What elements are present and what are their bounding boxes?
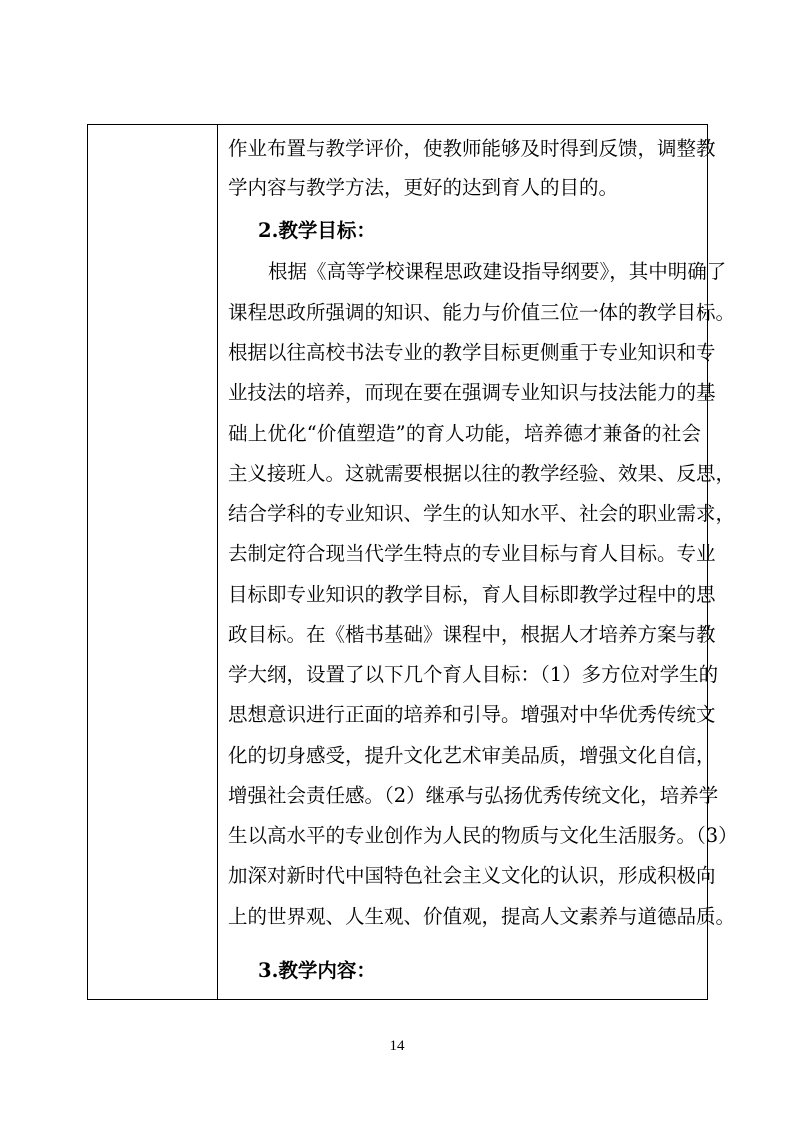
text-line: 结合学科的专业知识、学生的认知水平、社会的职业需求， [228,502,736,525]
section-heading-content: 3.教学内容： [258,959,376,982]
content-table [87,124,738,1000]
text-line: 化的切身感受，提升文化艺术审美品质，增强文化自信， [228,744,716,767]
table-left-cell [88,125,218,999]
section-heading-objectives: 2.教学目标： [258,219,376,242]
text-line: 主义接班人。这就需要根据以往的教学经验、效果、反思， [228,462,736,485]
table-right-cell [218,125,738,999]
text-line: 学内容与教学方法，更好的达到育人的目的。 [228,176,619,199]
text-line: 作业布置与教学评价，使教师能够及时得到反馈，调整教 [228,137,716,160]
text-line: 加深对新时代中国特色社会主义文化的认识，形成积极向 [228,864,716,887]
text-line: 学大纲，设置了以下几个育人目标：（1）多方位对学生的 [228,663,719,686]
text-line: 生以高水平的专业创作为人民的物质与文化生活服务。（3） [228,824,738,847]
text-line: 上的世界观、人生观、价值观，提高人文素养与道德品质。 [228,905,736,928]
text-line: 础上优化“价值塑造”的育人功能，培养德才兼备的社会 [228,422,701,445]
text-line: 增强社会责任感。（2）继承与弘扬优秀传统文化，培养学 [228,784,719,807]
text-line: 根据以往高校书法专业的教学目标更侧重于专业知识和专 [228,341,716,364]
text-line: 去制定符合现当代学生特点的专业目标与育人目标。专业 [228,542,716,565]
text-line: 思想意识进行正面的培养和引导。增强对中华优秀传统文 [228,703,716,726]
text-line: 政目标。在《楷书基础》课程中，根据人才培养方案与教 [228,623,716,646]
page-number: 14 [389,1038,405,1054]
text-line: 目标即专业知识的教学目标，育人目标即教学过程中的思 [228,583,716,606]
text-line: 业技法的培养，而现在要在强调专业知识与技法能力的基 [228,381,716,404]
text-line: 根据《高等学校课程思政建设指导纲要》，其中明确了 [268,260,727,283]
text-line: 课程思政所强调的知识、能力与价值三位一体的教学目标。 [228,301,736,324]
